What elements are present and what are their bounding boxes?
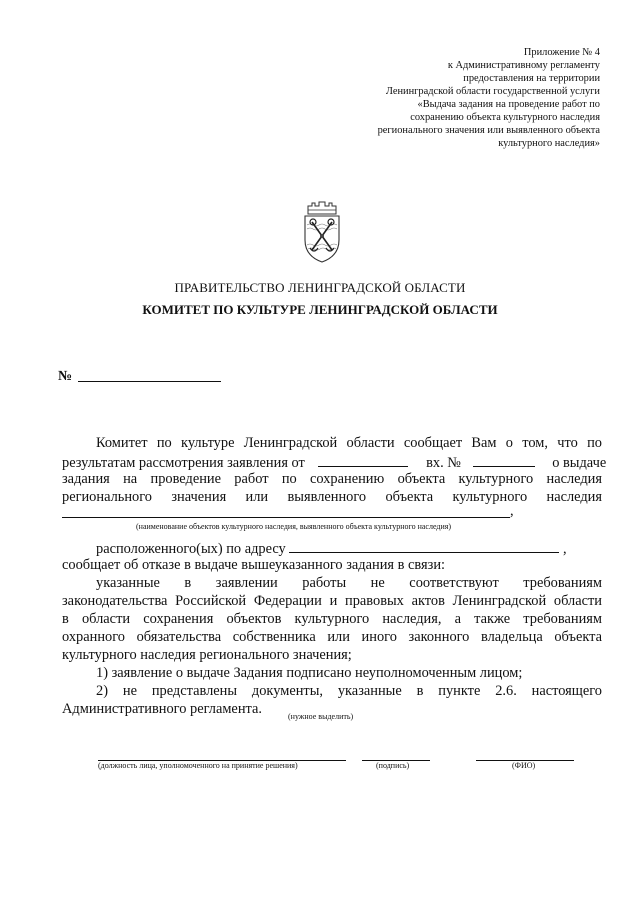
signature-caption: (подпись) [376, 761, 410, 770]
body-line: задания на проведение работ по сохранению объекта культурного наследия [62, 471, 602, 487]
document-number-field[interactable] [78, 381, 221, 382]
reason-line: культурного наследия регионального значения; [62, 647, 352, 663]
appendix-line: Приложение № 4 [523, 47, 600, 58]
reason-line: 2) не представлены документы, указанные в пункте 2.6. настоящего [96, 683, 602, 699]
reason-line: законодательства Российской Федерации и правовых актов Ленинградской области [62, 593, 602, 609]
body-line: сообщает об отказе в выдаче вышеуказанного задания в связи: [62, 557, 446, 573]
position-caption: (должность лица, уполномоченного на принятие решения) [98, 761, 298, 770]
select-note: (нужное выделить) [288, 712, 354, 721]
document-number-label: № [58, 369, 73, 384]
address-line: расположенного(ых) по адресу , [96, 538, 602, 559]
appendix-block [320, 46, 600, 150]
reason-line: 1) заявление о выдаче Задания подписано неуполномоченным лицом; [96, 665, 523, 681]
incoming-number-field[interactable] [473, 452, 535, 467]
government-title: ПРАВИТЕЛЬСТВО ЛЕНИНГРАДСКОЙ ОБЛАСТИ [174, 280, 466, 295]
appendix-line: культурного наследия» [498, 138, 600, 149]
reason-line: указанные в заявлении работы не соответствуют требованиям [96, 575, 602, 591]
appendix-line: Ленинградской области государственной услуги [385, 86, 600, 97]
reason-line: охранного обязательства собственника или иного законного владельца объекта [62, 629, 602, 645]
objects-name-caption: (наименование объектов культурного наследия, выявленного объекта культурного наследия) [136, 522, 452, 531]
appendix-line: «Выдача задания на проведение работ по [417, 99, 600, 110]
application-date-field[interactable] [318, 452, 408, 467]
comma: , [510, 503, 514, 519]
address-field[interactable] [289, 538, 559, 553]
body-line: Комитет по культуре Ленинградской области сообщает Вам о том, что по [96, 435, 602, 451]
appendix-line: предоставления на территории [463, 73, 600, 84]
coat-of-arms-icon [302, 200, 342, 264]
appendix-line: к Административному регламенту [447, 60, 600, 71]
body-line: регионального значения или выявленного объекта культурного наследия [62, 489, 602, 505]
body-line: результатам рассмотрения заявления от вх. № о выдаче [62, 452, 602, 473]
committee-title: КОМИТЕТ ПО КУЛЬТУРЕ ЛЕНИНГРАДСКОЙ ОБЛАСТИ [142, 302, 498, 317]
reason-line: в области сохранения объектов культурного наследия, а также требованиям [62, 611, 602, 627]
reason-line: Административного регламента. [62, 701, 262, 717]
appendix-line: регионального значения или выявленного объекта [377, 125, 600, 136]
appendix-line: сохранению объекта культурного наследия [410, 112, 600, 123]
full-name-caption: (ФИО) [512, 761, 536, 770]
